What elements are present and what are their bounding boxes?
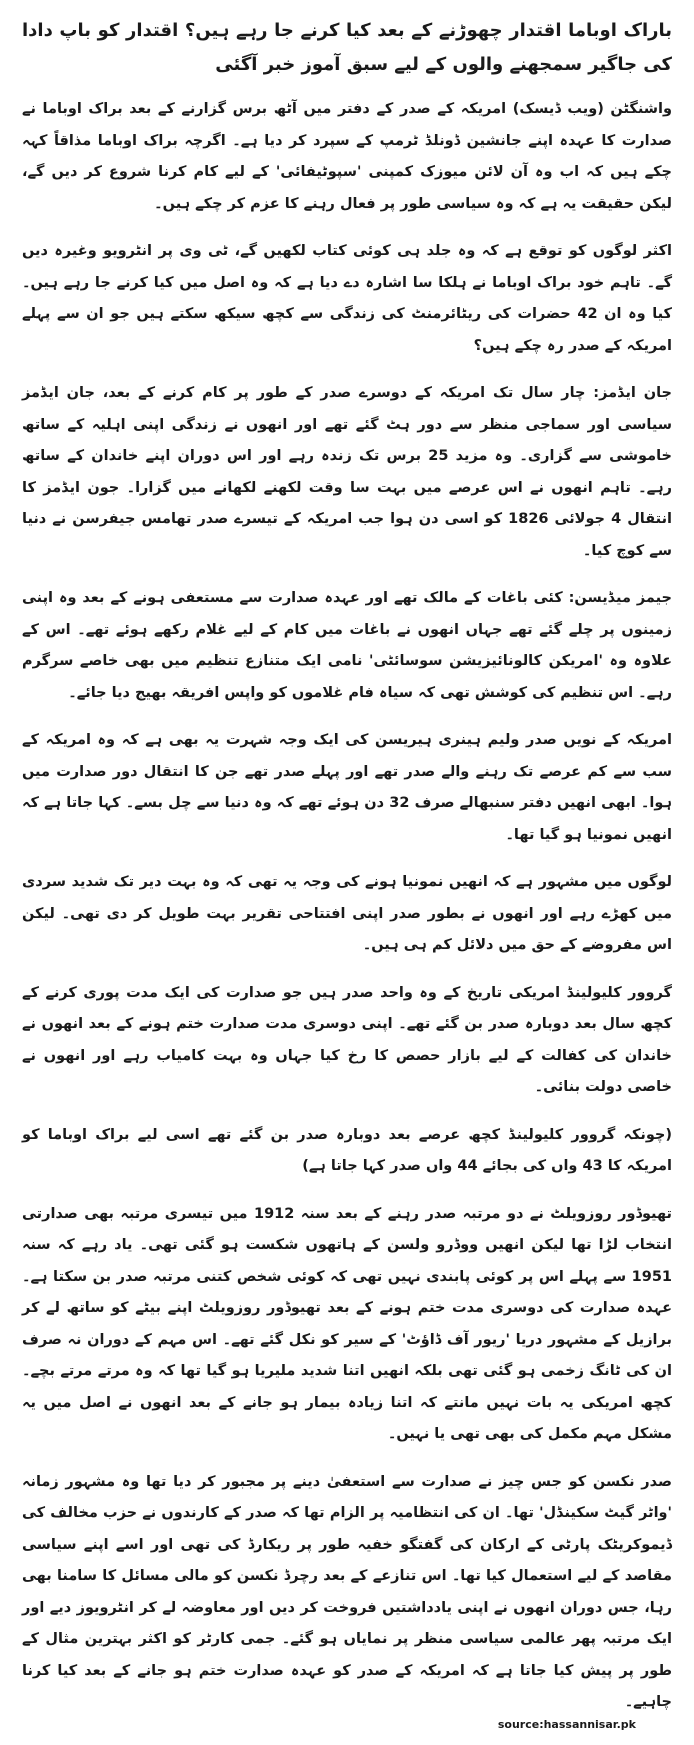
article-paragraph: لوگوں میں مشہور ہے کہ انھیں نمونیا ہونے کی وجہ یہ تھی کہ وہ بہت دیر تک شدید سردی میں کھڑے رہے اور انھوں نے بطور صدر اپنی افتتاحی تقریر بہت طویل کر دی تھی۔ لیکن اس مفروضے کے حق میں دلائل کم ہی ہیں۔ xyxy=(22,874,672,953)
article-title: باراک اوباما اقتدار چھوڑنے کے بعد کیا کرنے جا رہے ہیں؟ اقتدار کو باپ دادا کی جاگیر سمجھنے والوں کے لیے سبق آموز خبر آگئی xyxy=(22,20,672,75)
article-paragraph: جان ایڈمز: چار سال تک امریکہ کے دوسرے صدر کے طور پر کام کرنے کے بعد، جان ایڈمز سیاسی اور سماجی منظر سے دور ہٹ گئے تھے اور انھوں نے زندگی اپنی اہلیہ کے ساتھ خاموشی سے گزاری۔ وہ مزید 25 برس تک زندہ رہے اور اس دوران اپنے خاندان کے ساتھ رہے۔ تاہم انھوں نے اس عرصے میں بہت سا وقت لکھنے لکھانے میں گزارا۔ جون ایڈمز کا انتقال 4 جولائی 1826 کو اسی دن ہوا جب امریکہ کے تیسرے صدر تھامس جیفرسن نے دنیا سے کوچ کیا۔ xyxy=(22,385,673,559)
article-paragraph: اکثر لوگوں کو توقع ہے کہ وہ جلد ہی کوئی کتاب لکھیں گے، ٹی وی پر انٹرویو وغیرہ دیں گے۔ تاہم خود براک اوباما نے ہلکا سا اشارہ دے دیا ہے کہ وہ اصل میں کیا کرنے جا رہے ہیں۔ کیا وہ ان 42 حضرات کی ریٹائرمنٹ کی زندگی سے کچھ سیکھ سکتے ہیں جو ان سے پہلے امریکہ کے صدر رہ چکے ہیں؟ xyxy=(22,243,672,354)
article-paragraph: امریکہ کے نویں صدر ولیم ہینری ہیریسن کی ایک وجہ شہرت یہ بھی ہے کہ وہ امریکہ کے سب سے کم عرصے تک رہنے والے صدر تھے اور پہلے صدر تھے جن کا انتقال دور صدارت میں ہوا۔ ابھی انھیں دفتر سنبھالے صرف 32 دن ہوئے تھے کہ وہ دنیا سے چل بسے۔ کہا جاتا ہے کہ انھیں نمونیا ہو گیا تھا۔ xyxy=(22,732,672,843)
article-paragraph: (چونکہ گروور کلیولینڈ کچھ عرصے بعد دوبارہ صدر بن گئے تھے اسی لیے براک اوباما کو امریکہ کا 43 واں کی بجائے 44 واں صدر کہا جاتا ہے) xyxy=(22,1126,672,1174)
article-paragraph: واشنگٹن (ویب ڈیسک) امریکہ کے صدر کے دفتر میں آٹھ برس گزارنے کے بعد براک اوباما نے صدارت کا عہدہ اپنے جانشین ڈونلڈ ٹرمپ کے سپرد کر دیا ہے۔ اگرچہ براک اوباما مذاقاً کہہ چکے ہیں کہ اب وہ آن لائن میوزک کمپنی 'سپوٹیفائی' کے لیے کام کرنا شروع کر دیں گے، لیکن حقیقت یہ ہے کہ وہ سیاسی طور پر فعال رہنے کا عزم کر چکے ہیں۔ xyxy=(22,101,672,212)
source-credit: source:hassannisar.pk xyxy=(497,1718,636,1731)
article-paragraph: جیمز میڈیسن: کئی باغات کے مالک تھے اور عہدہ صدارت سے مستعفی ہونے کے بعد وہ اپنی زمینوں پر چلے گئے تھے جہاں انھوں نے باغات میں کام کے لیے غلام رکھے ہوئے تھے۔ اس کے علاوہ وہ 'امریکن کالونائیزیشن سوسائٹی' نامی ایک متنازع تنظیم میں بھی خاصے سرگرم رہے۔ اس تنظیم کی کوشش تھی کہ سیاہ فام غلاموں کو واپس افریقہ بھیج دیا جائے۔ xyxy=(22,590,672,701)
article-paragraph: صدر نکسن کو جس چیز نے صدارت سے استعفیٰ دینے پر مجبور کر دیا تھا وہ مشہور زمانہ 'واٹر گیٹ سکینڈل' تھا۔ ان کی انتظامیہ پر الزام تھا کہ صدر کے کارندوں نے حزب مخالف کی ڈیموکریٹک پارٹی کے ارکان کی گفتگو خفیہ طور پر ریکارڈ کی تھی اور اسے اپنے سیاسی مقاصد کے لیے استعمال کیا تھا۔ اس تنازعے کے بعد رچرڈ نکسن کو مالی مسائل کا سامنا بھی رہا، جس دوران انھوں نے اپنی یادداشتیں فروخت کر دیں اور معاوضہ لے کر انٹرویوز دیے اور ایک مرتبہ پھر عالمی سیاسی منظر پر نمایاں ہو گئے۔ جمی کارٹر کو اکثر بہترین مثال کے طور پر پیش کیا جاتا ہے کہ امریکہ کے صدر کو عہدہ صدارت ختم ہو جانے کے بعد کیا کرنا چاہیے۔ xyxy=(22,1473,672,1710)
article-paragraph: گروور کلیولینڈ امریکی تاریخ کے وہ واحد صدر ہیں جو صدارت کی ایک مدت پوری کرنے کے کچھ سال بعد دوبارہ صدر بن گئے تھے۔ اپنی دوسری مدت صدارت ختم ہونے کے بعد انھوں نے خاندان کی کفالت کے لیے بازار حصص کا رخ کیا جہاں وہ بہت کامیاب رہے اور انھوں نے خاصی دولت بنائی۔ xyxy=(22,984,672,1095)
article-paragraph: تھیوڈور روزویلٹ نے دو مرتبہ صدر رہنے کے بعد سنہ 1912 میں تیسری مرتبہ بھی صدارتی انتخاب لڑا تھا لیکن انھیں ووڈرو ولسن کے ہاتھوں شکست ہو گئی تھی۔ یاد رہے کہ سنہ 1951 سے پہلے اس پر کوئی پابندی نہیں تھی کہ کوئی شخص کتنی مرتبہ صدر بن سکتا ہے۔ عہدہ صدارت کی دوسری مدت ختم ہونے کے بعد تھیوڈور روزویلٹ اپنے بیٹے کو ساتھ لے کر برازیل کے مشہور دریا 'ریور آف ڈاؤٹ' کے سیر کو نکل گئے تھے۔ اس مہم کے دوران نہ صرف ان کی ٹانگ زخمی ہو گئی تھی بلکہ انھیں اتنا شدید ملیریا ہو گیا تھا کہ وہ مرتے مرتے بچے۔ کچھ امریکی یہ بات نہیں مانتے کہ اتنا زیادہ بیمار ہو جانے کے بعد انھوں نے اصل میں یہ مشکل مہم مکمل کی بھی تھی یا نہیں۔ xyxy=(22,1205,672,1442)
